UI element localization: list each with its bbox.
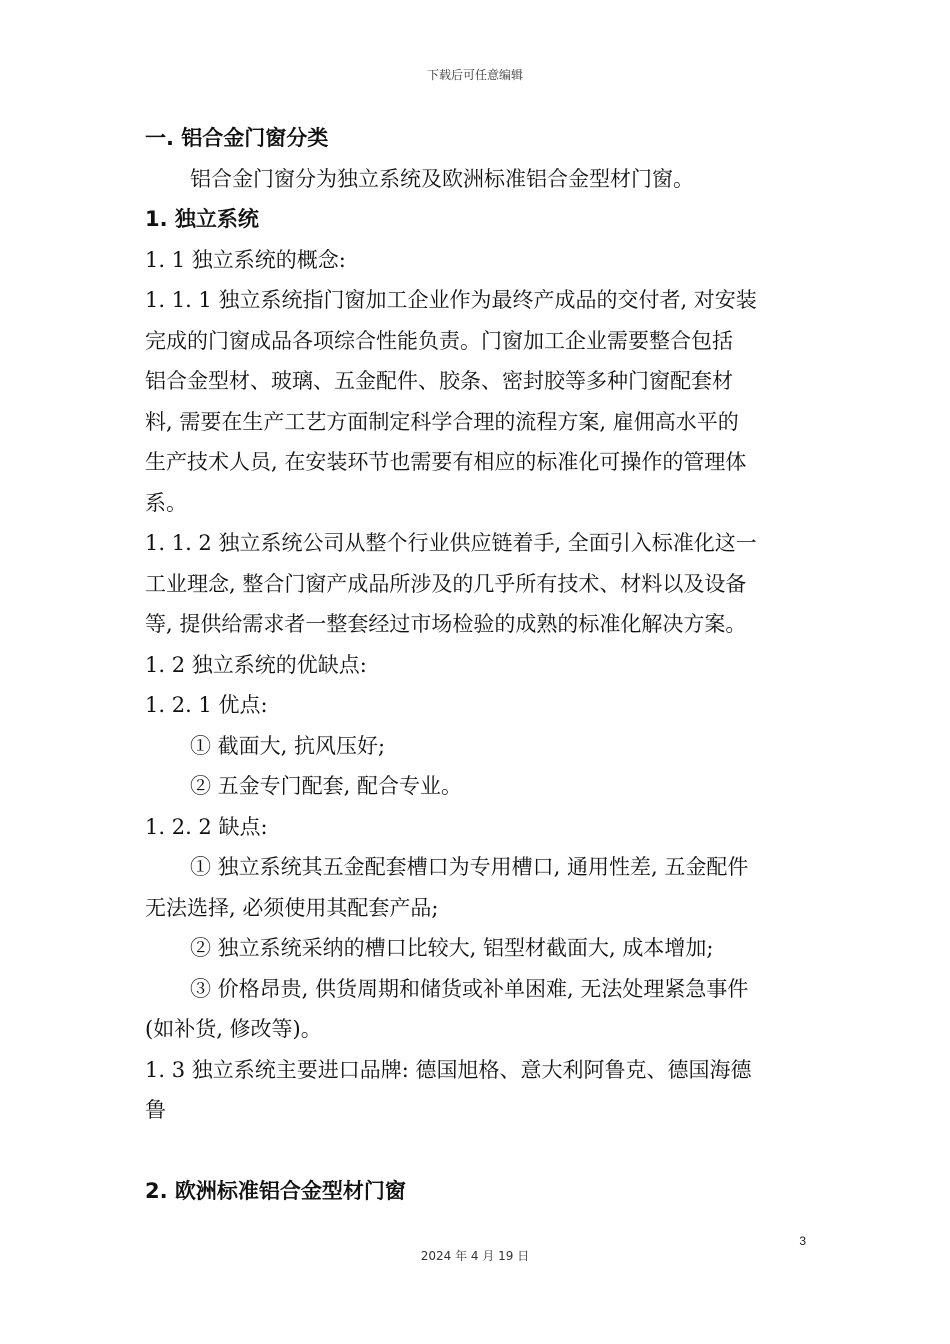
paragraph-line: 1. 1. 1 独立系统指门窗加工企业作为最终产成品的交付者, 对安装 bbox=[145, 288, 757, 312]
paragraph-line: 1. 1. 2 独立系统公司从整个行业供应链着手, 全面引入标准化这一 bbox=[145, 531, 757, 555]
paragraph-line: (如补货, 修改等)。 bbox=[145, 1017, 322, 1041]
paragraph-line: 1. 2. 2 缺点: bbox=[145, 814, 268, 839]
paragraph-line: ③ 价格昂贵, 供货周期和储货或补单困难, 无法处理紧急事件 bbox=[190, 976, 749, 1001]
paragraph-line: 工业理念, 整合门窗产成品所涉及的几乎所有技术、材料以及设备 bbox=[145, 571, 747, 596]
paragraph-line: 等, 提供给需求者一整套经过市场检验的成熟的标准化解决方案。 bbox=[145, 612, 747, 636]
paragraph-line: 料, 需要在生产工艺方面制定科学合理的流程方案, 雇佣高水平的 bbox=[145, 409, 739, 434]
paragraph-line: 1. 3 独立系统主要进口品牌: 德国旭格、意大利阿鲁克、德国海德 bbox=[145, 1057, 752, 1082]
paragraph-line: 1. 2 独立系统的优缺点: bbox=[145, 652, 367, 677]
footer-date: 2024 年 4 月 19 日 bbox=[420, 1249, 530, 1263]
blank-line bbox=[145, 1131, 810, 1172]
paragraph-line: ① 独立系统其五金配套槽口为专用槽口, 通用性差, 五金配件 bbox=[190, 855, 749, 879]
paragraph-line: ② 五金专门配套, 配合专业。 bbox=[190, 774, 463, 798]
paragraph-line: 生产技术人员, 在安装环节也需要有相应的标准化可操作的管理体 bbox=[145, 450, 747, 474]
paragraph-line: 铝合金门窗分为独立系统及欧洲标准铝合金型材门窗。 bbox=[190, 166, 694, 191]
paragraph-line: 1. 1 独立系统的概念: bbox=[145, 247, 346, 272]
page-number: 3 bbox=[799, 1234, 806, 1248]
paragraph-line: 系。 bbox=[145, 490, 187, 515]
paragraph-line: ① 截面大, 抗风压好; bbox=[190, 733, 386, 758]
section-heading: 一. 铝合金门窗分类 bbox=[145, 126, 329, 150]
section-heading: 2. 欧洲标准铝合金型材门窗 bbox=[145, 1179, 406, 1203]
paragraph-line: 完成的门窗成品各项综合性能负责。门窗加工企业需要整合包括 bbox=[145, 328, 733, 353]
paragraph-line: 鲁 bbox=[145, 1098, 166, 1122]
document-body bbox=[145, 118, 810, 1212]
paragraph-line: 无法选择, 必须使用其配套产品; bbox=[145, 895, 439, 920]
page-header: 下载后可任意编辑 bbox=[426, 68, 523, 82]
section-heading: 1. 独立系统 bbox=[145, 207, 259, 231]
paragraph-line: 铝合金型材、玻璃、五金配件、胶条、密封胶等多种门窗配套材 bbox=[145, 369, 733, 393]
paragraph-line: ② 独立系统采纳的槽口比较大, 铝型材截面大, 成本增加; bbox=[190, 936, 714, 960]
paragraph-line: 1. 2. 1 优点: bbox=[145, 693, 268, 717]
